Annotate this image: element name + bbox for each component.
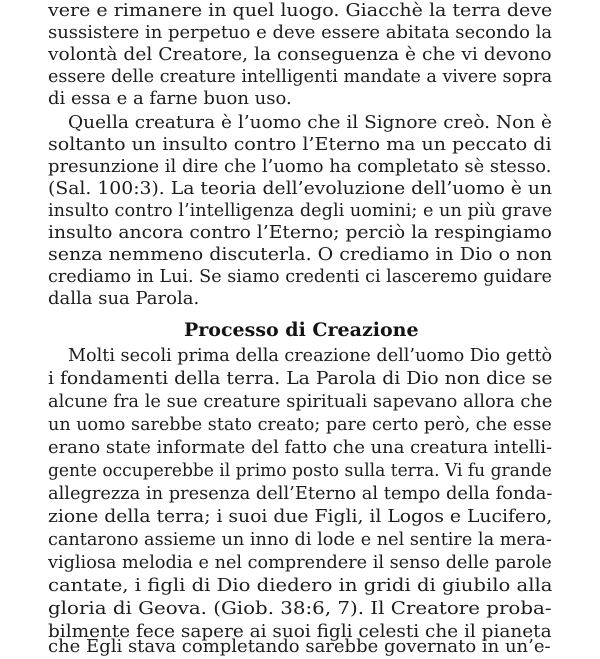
text-line: senza nemmeno discuterla. O crediamo in Dio o non xyxy=(48,244,553,265)
text-line: un uomo sarebbe stato creato; pare certo però, che esse xyxy=(48,414,552,435)
text-line: crediamo in Lui. Se siamo credenti ci lasceremo guidare xyxy=(48,266,552,287)
text-line: insulto contro l’intelligenza degli uomini; e un più grave xyxy=(48,200,553,221)
text-line: zione della terra; i suoi due Figli, il Logos e Lucifero, xyxy=(48,506,553,527)
text-line: presunzione il dire che l’uomo ha completato sè stesso. xyxy=(48,156,552,177)
text-line: essere delle creature intelligenti mandate a vivere sopra xyxy=(48,66,553,87)
text-line: erano state informate del fatto che una creatura intelli- xyxy=(48,437,553,458)
text-line: (Sal. 100:3). La teoria dell’evoluzione dell’uomo è un xyxy=(48,178,553,199)
text-line: che Egli stava completando sarebbe governato in un’e- xyxy=(48,636,551,657)
text-line: di essa e a farne buon uso. xyxy=(48,88,292,109)
text-line: vere e rimanere in quel luogo. Giacchè la terra deve xyxy=(48,0,553,21)
text-line: volontà del Creatore, la conseguenza è che vi devono xyxy=(48,44,552,65)
text-line: vigliosa melodia e nel comprendere il senso delle parole xyxy=(48,552,552,573)
text-line: Molti secoli prima della creazione dell’uomo Dio gettò xyxy=(68,345,553,366)
text-line: gloria di Geova. (Giob. 38:6, 7). Il Creatore proba- xyxy=(48,598,552,619)
text-line: insulto ancora contro l’Eterno; perciò la respingiamo xyxy=(48,222,552,243)
text-line: Quella creatura è l’uomo che il Signore creò. Non è xyxy=(68,112,552,133)
text-line: sussistere in perpetuo e deve essere abitata secondo la xyxy=(48,22,553,43)
text-line: soltanto un insulto contro l’Eterno ma un peccato di xyxy=(48,134,552,155)
text-line: alcune fra le sue creature spirituali sapevano allora che xyxy=(48,391,553,412)
text-line: cantate, i figli di Dio diedero in gridi di giubilo alla xyxy=(48,575,553,596)
text-line: allegrezza in presenza dell’Eterno al tempo della fonda- xyxy=(48,483,553,504)
text-line: i fondamenti della terra. La Parola di Dio non dice se xyxy=(48,368,553,389)
section-heading: Processo di Creazione xyxy=(184,319,419,341)
text-line: gente occuperebbe il primo posto sulla terra. Vi fu grande xyxy=(48,460,552,481)
text-line: bilmente fece sapere ai suoi figli celesti che il pianeta xyxy=(48,621,552,642)
text-line: dalla sua Parola. xyxy=(48,288,200,309)
text-line: cantarono assieme un inno di lode e nel sentire la mera- xyxy=(48,529,552,550)
